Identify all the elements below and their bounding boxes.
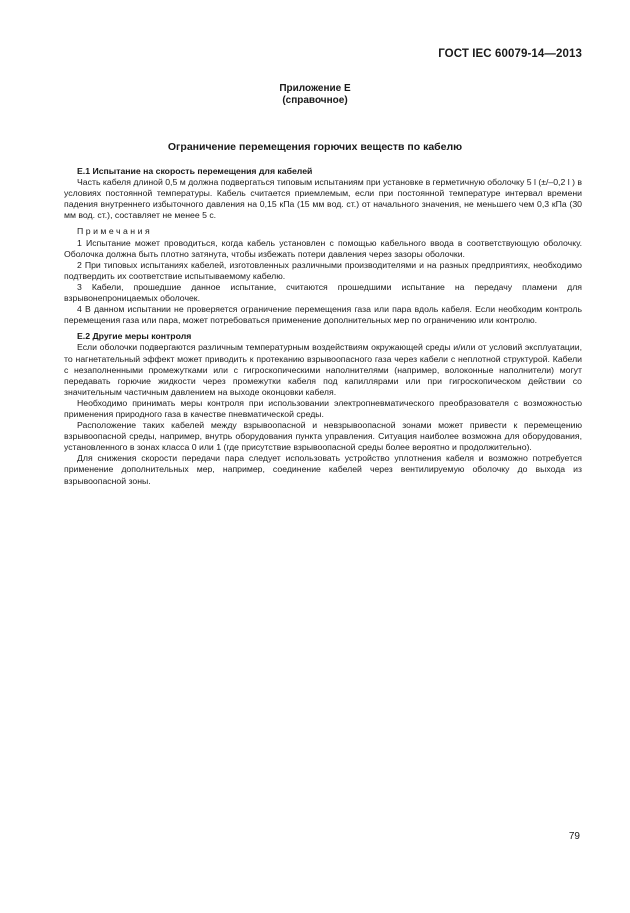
appendix-title: Приложение Е [279,83,351,94]
document-body [64,166,582,487]
section-e2-heading: Е.2 Другие меры контроля [77,331,192,342]
note-1: 1 Испытание может проводиться, когда кабель установлен с помощью кабельного ввода в соответствующую оболочку. Оболочка должна быть плотно затянута, чтобы избежать потери давления через зазоры оболочки. [64,237,582,259]
note-3: 3 Кабели, прошедшие данное испытание, считаются прошедшими испытание на передачу пламени для взрывонепроницаемых оболочек. [64,281,582,304]
note-2: 2 При типовых испытаниях кабелей, изготовленных различными производителями и на разных предприятиях, необходимо подтвердить их соответствие испытываемому кабелю. [64,259,582,281]
section-e2-paragraph-3: Расположение таких кабелей между взрывоопасной и невзрывоопасной зонами может привести к перемещению взрывоопасной среды, например, внутрь оборудования пункта управления. Ситуация наиболее возможна для оборудования, установленного в зонах класса 0 или 1 (где присутствие взрывоопасной среды более вероятно и продолжительно). [64,420,582,453]
section-e1-heading: Е.1 Испытание на скорость перемещения для кабелей [77,166,313,176]
page-title: Ограничение перемещения горючих веществ по кабелю [167,141,463,153]
appendix-subtitle: (справочное) [282,95,348,106]
section-e2-paragraph-2: Необходимо принимать меры контроля при использовании электропневматического преобразователя с возможностью применения природного газа в качестве пневматической среды. [64,397,582,419]
page-number: 79 [568,831,580,842]
section-e2-paragraph-4: Для снижения скорости передачи пара следует использовать устройство уплотнения кабеля и возможно потребуется применение дополнительных мер, например, соединение кабелей через вентилируемую оболочку до выхода из взрывоопасной зоны. [64,453,582,486]
section-e1-paragraph: Часть кабеля длиной 0,5 м должна подвергаться типовым испытаниям при установке в герметичную оболочку 5 l (±/–0,2 l ) в условиях постоянной температуры. Кабель считается приемлемым, если при постоянной температуре интервал времени падения внутреннего избыточного давления на 0,15 кПа (15 мм вод. ст.) от начального значения, не меньшего чем 0,3 кПа (30 мм вод. ст.), составляет не менее 5 с. [64,177,582,221]
standard-designation: ГОСТ IEC 60079-14—2013 [438,48,582,60]
note-4: 4 В данном испытании не проверяется ограничение перемещения газа или пара вдоль кабеля. Если необходим контроль перемещения газа или пара, может потребоваться применение дополнительных мер по ограничению или контролю. [64,304,582,326]
section-e2-paragraph-1: Если оболочки подвергаются различным температурным воздействиям окружающей среды и/или от условий эксплуатации, то нагнетательный эффект может приводить к протеканию взрывоопасного газа через кабели с неплотной структурой. Кабели с незаполненными промежутками или с гигроскопическими наполнителями (например, волоконные наполнители) могут передавать горючие жидкости через промежутки кабеля под капиллярами или при гигроскопическом действии со значительным частичным давлением на выходе оконцовки кабеля. [64,342,582,397]
notes-heading: Примечания [77,226,153,237]
